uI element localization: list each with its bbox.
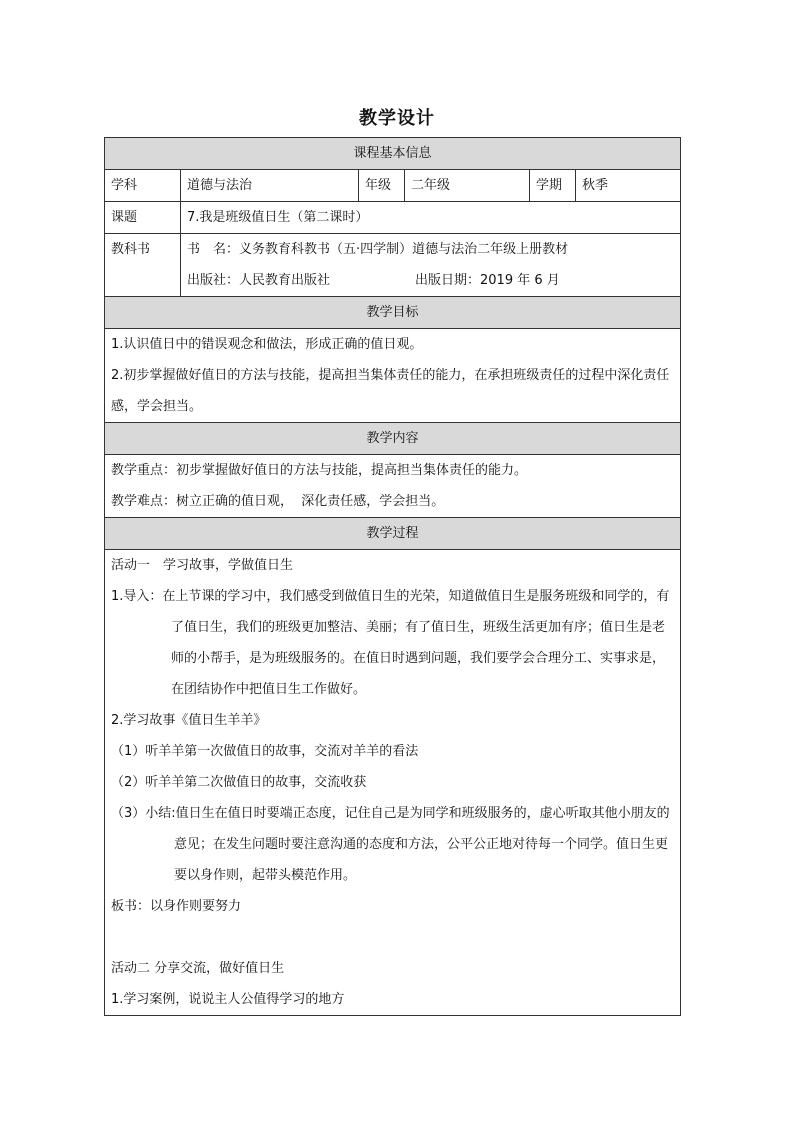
textbook-info bbox=[181, 234, 681, 297]
story-step-1: （1）听羊羊第一次做值日的故事，交流对羊羊的看法 bbox=[111, 744, 419, 759]
story-title: 2.学习故事《值日生羊羊》 bbox=[111, 713, 267, 728]
story-summary: （3）小结:值日生在值日时要端正态度，记住自己是为同学和班级服务的，虚心听取其他小朋友的意见；在发生问题时要注意沟通的态度和方法，公平公正地对待每一个同学。值日生更要以身作则，起带头模范作用。 bbox=[111, 806, 670, 883]
intro-paragraph: 1.导入：在上节课的学习中，我们感受到做值日生的光荣，知道做值日生是服务班级和同学的，有了值日生，我们的班级更加整洁、美丽；有了值日生，班级生活更加有序；值日生是老师的小帮手，是为班级服务的。在值日时遇到问题，我们要学会合理分工、实事求是，在团结协作中把值日生工作做好。 bbox=[111, 589, 670, 697]
subject-value: 道德与法治 bbox=[181, 170, 359, 202]
case-study: 1.学习案例，说说主人公值得学习的地方 bbox=[111, 992, 345, 1007]
story-step-2: （2）听羊羊第二次做值日的故事，交流收获 bbox=[111, 775, 367, 790]
goal-item: 1.认识值日中的错误观念和做法，形成正确的值日观。 bbox=[111, 337, 423, 352]
subject-label: 学科 bbox=[105, 170, 181, 202]
section-content-row bbox=[105, 423, 681, 455]
topic-label: 课题 bbox=[105, 202, 181, 234]
subject-row bbox=[105, 170, 681, 202]
textbook-row bbox=[105, 234, 681, 297]
activity-2-title: 活动二 分享交流，做好值日生 bbox=[111, 961, 285, 976]
difficult-point: 教学难点：树立正确的值日观， 深化责任感，学会担当。 bbox=[111, 494, 445, 509]
lesson-plan-table bbox=[104, 137, 681, 1016]
goals-row bbox=[105, 329, 681, 423]
section-header-goals: 教学目标 bbox=[105, 297, 681, 329]
textbook-date: 出版日期：2019 年 6 月 bbox=[415, 273, 560, 288]
term-label: 学期 bbox=[530, 170, 576, 202]
grade-label: 年级 bbox=[359, 170, 405, 202]
activity-1-title: 活动一 学习故事，学做值日生 bbox=[111, 558, 294, 573]
section-header-process: 教学过程 bbox=[105, 518, 681, 550]
textbook-publish-line bbox=[187, 265, 674, 296]
process-row bbox=[105, 550, 681, 1016]
section-process-row bbox=[105, 518, 681, 550]
goal-item: 2.初步掌握做好值日的方法与技能，提高担当集体责任的能力，在承担班级责任的过程中深化责任感，学会担当。 bbox=[111, 368, 670, 414]
goals-cell bbox=[105, 329, 681, 423]
textbook-label: 教科书 bbox=[105, 234, 181, 297]
content-cell bbox=[105, 455, 681, 518]
textbook-name: 书 名：义务教育科教书（五·四学制）道德与法治二年级上册教材 bbox=[187, 242, 569, 257]
section-header-content: 教学内容 bbox=[105, 423, 681, 455]
board-note: 板书：以身作则要努力 bbox=[111, 899, 242, 914]
section-goals-row bbox=[105, 297, 681, 329]
term-value: 秋季 bbox=[576, 170, 681, 202]
key-point: 教学重点：初步掌握做好值日的方法与技能，提高担当集体责任的能力。 bbox=[111, 463, 528, 478]
process-cell bbox=[105, 550, 681, 1016]
textbook-publisher: 出版社：人民教育出版社 bbox=[187, 273, 331, 288]
content-row bbox=[105, 455, 681, 518]
section-basic-info-row bbox=[105, 138, 681, 170]
page-title: 教学设计 bbox=[359, 108, 435, 129]
grade-value: 二年级 bbox=[405, 170, 530, 202]
topic-value: 7.我是班级值日生（第二课时） bbox=[181, 202, 681, 234]
section-header-basic-info: 课程基本信息 bbox=[105, 138, 681, 170]
blank-line bbox=[111, 922, 674, 953]
topic-row bbox=[105, 202, 681, 234]
